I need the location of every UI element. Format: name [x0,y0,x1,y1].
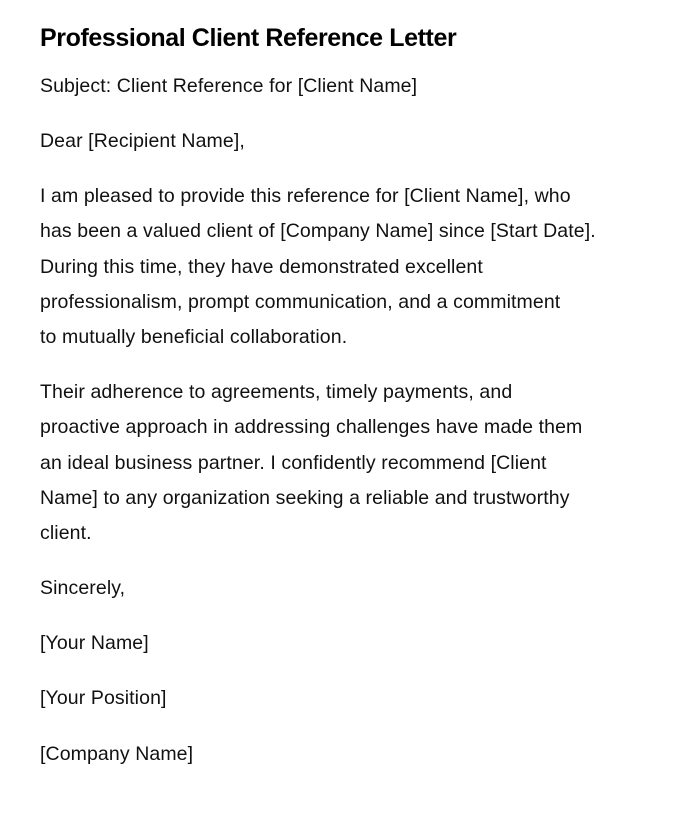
paragraph-line: professionalism, prompt communication, and a commitment [40,290,561,313]
paragraph-line: has been a valued client of [Company Name] since [Start Date]. [40,220,596,243]
signature-name: [Your Name] [40,632,149,654]
signature-company: [Company Name] [40,743,194,765]
paragraph-line: to mutually beneficial collaboration. [40,326,348,349]
paragraph-line: Name] to any organization seeking a reliable and trustworthy [40,486,570,509]
salutation: Dear [Recipient Name], [40,130,245,152]
paragraph-line: an ideal business partner. I confidently recommend [Client [40,451,547,474]
body-paragraph-2 [40,375,645,551]
paragraph-line: client. [40,522,92,545]
subject-line: Subject: Client Reference for [Client Name] [40,75,418,97]
closing: Sincerely, [40,577,126,599]
paragraph-line: During this time, they have demonstrated excellent [40,255,483,278]
paragraph-line: proactive approach in addressing challenges have made them [40,416,583,439]
paragraph-line: I am pleased to provide this reference for [Client Name], who [40,185,571,207]
body-paragraph-1 [40,179,645,355]
paragraph-line: Their adherence to agreements, timely payments, and [40,381,513,403]
letter-title: Professional Client Reference Letter [40,24,457,52]
signature-position: [Your Position] [40,687,167,709]
